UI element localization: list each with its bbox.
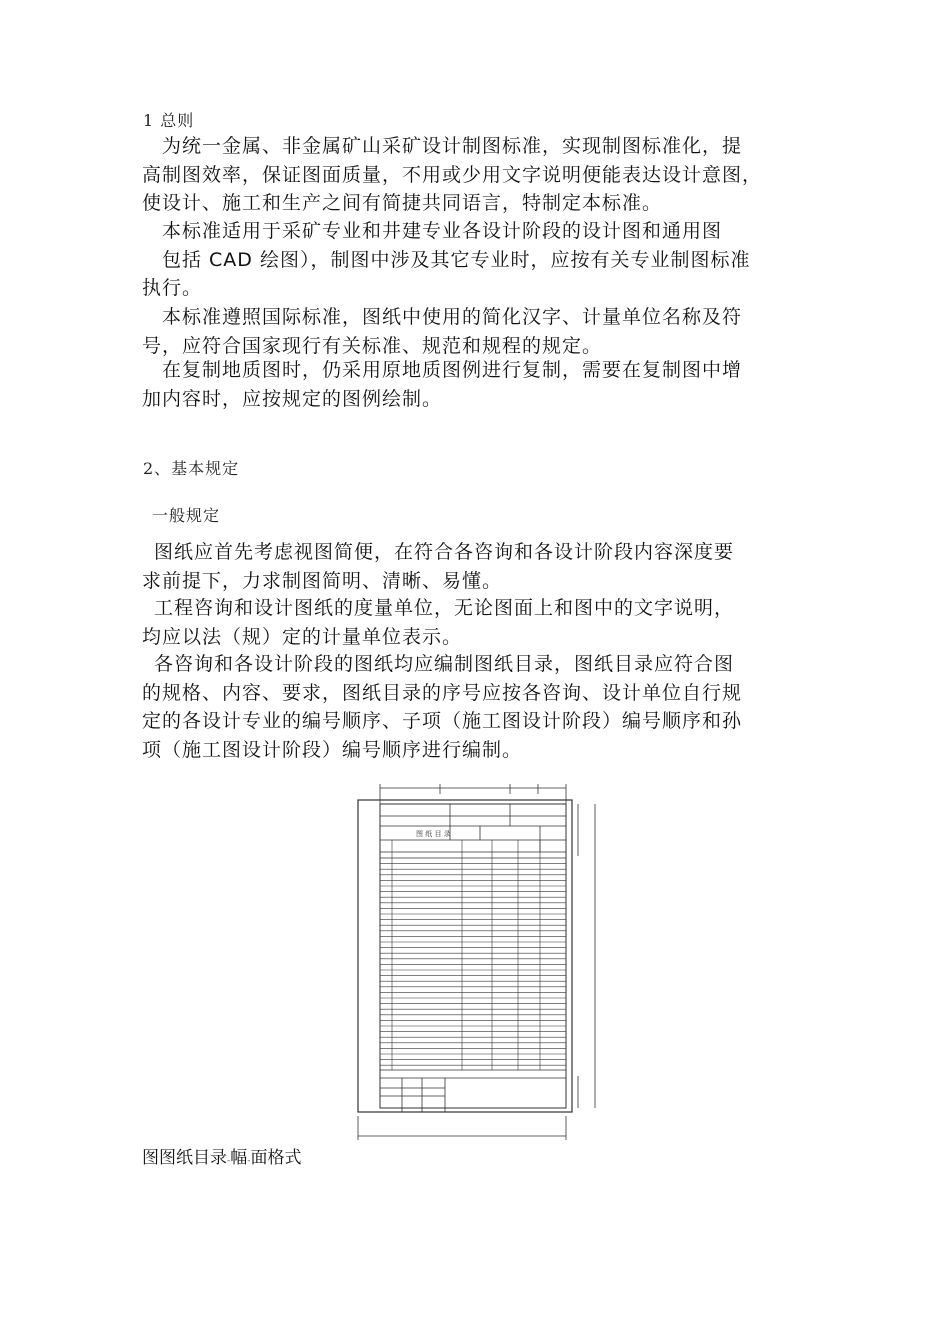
text-line: 加内容时，应按规定的图例绘制。 [142,387,443,410]
form-outline [358,784,595,1140]
text-line: 各咨询和各设计阶段的图纸均应编制图纸目录，图纸目录应符合图 [154,653,735,675]
caption-middle: 幅 [230,1148,248,1168]
caption-separator: - [247,1156,251,1166]
text-line: 执行。 [142,277,203,299]
drawing-index-form [350,776,600,1146]
section-1-heading: 1 总则 [143,111,195,130]
section-2-subheading: 一般规定 [152,506,221,525]
inner-frame [380,804,566,1108]
figure-caption [142,1143,302,1168]
section-1-paragraph-4 [142,356,822,413]
text-line: 在复制地质图时，仍采用原地质图例进行复制，需要在复制图中增 [162,359,743,381]
drawing-index-form-figure [350,776,600,1146]
text-line: 高制图效率，保证图面质量，不用或少用文字说明便能表达设计意图， [142,163,763,186]
section-1-paragraph-1 [142,132,822,218]
caption-main: 图图纸目录 [142,1148,227,1168]
section-2-paragraph-3 [142,650,822,764]
form-title: 图 纸 目 录 [416,830,451,838]
text-line: 工程咨询和设计图纸的度量单位，无论图面上和图中的文字说明， [154,597,735,619]
caption-separator: - [227,1156,231,1166]
text-line: 图纸应首先考虑视图简便，在符合各咨询和各设计阶段内容深度要 [154,541,735,563]
text-line: 求前提下，力求制图简明、清晰、易懂。 [142,569,503,592]
section-1-paragraph-3 [142,303,822,360]
text-line: 定的各设计专业的编号顺序、子项（施工图设计阶段）编号顺序和孙 [142,710,743,732]
section-2-heading: 2、基本规定 [143,459,240,478]
signature-block [380,1070,566,1112]
text-line: 包括 CAD 绘图），制图中涉及其它专业时，应按有关专业制图标准 [162,248,751,271]
text-line: 项（施工图设计阶段）编号顺序进行编制。 [142,738,523,761]
text-line: 号，应符合国家现行有关标准、规范和规程的规定。 [142,334,603,357]
text-line: 本标准适用于采矿专业和井建专业各设计阶段的设计图和通用图 [162,220,723,242]
text-line: 使设计、施工和生产之间有简捷共同语言，特制定本标准。 [142,192,663,214]
text-line: 均应以法（规）定的计量单位表示。 [142,625,463,648]
text-line: 的规格、内容、要求，图纸目录的序号应按各咨询、设计单位自行规 [142,681,743,704]
directory-table-grid [380,840,566,1070]
section-2-paragraph-1 [142,538,822,595]
section-2-paragraph-2 [142,594,822,651]
text-line: 本标准遵照国际标准，图纸中使用的简化汉字、计量单位名称及符 [162,306,743,328]
caption-end: 面格式 [250,1148,302,1168]
section-1-paragraph-2 [142,217,822,303]
text-line: 为统一金属、非金属矿山采矿设计制图标准，实现制图标准化，提 [162,135,743,157]
